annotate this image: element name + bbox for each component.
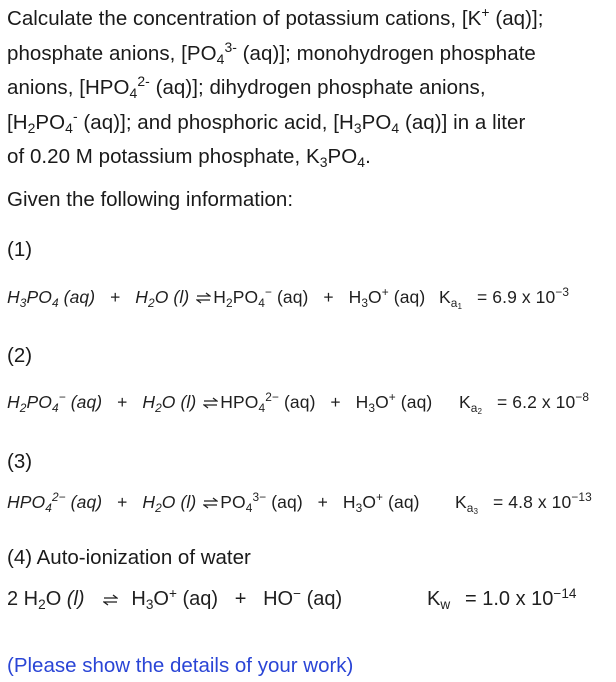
problem-text: . xyxy=(365,145,371,168)
equation-1 xyxy=(7,285,570,312)
problem-text: (aq)] in a liter xyxy=(399,110,526,134)
reactant-hpo4: $HPO_4^{2-}$ (aq) xyxy=(7,490,103,515)
problem-text: Calculate the concentration of potassium cations, [K xyxy=(7,7,482,30)
subscript: 3 xyxy=(353,119,362,136)
ka1-label: $K_{a_1}$ xyxy=(439,287,463,312)
step-4-label: (4) Auto-ionization of water xyxy=(7,546,251,569)
reactant-water: $H_2O$ (l) xyxy=(142,392,197,415)
step-2-label: (2) xyxy=(7,344,33,367)
problem-text: (aq)]; dihydrogen phosphate anions, xyxy=(149,76,486,99)
reactant-water: $H_2O$ (l) xyxy=(142,492,197,515)
subscript: 4 xyxy=(391,119,400,136)
problem-line-1 xyxy=(7,2,611,37)
equation-3 xyxy=(7,490,592,517)
problem-text: [H xyxy=(7,110,28,134)
given-heading: Given the following information: xyxy=(7,188,294,211)
problem-text: of 0.20 M potassium phosphate, K xyxy=(7,145,320,168)
problem-text: PO xyxy=(35,110,66,134)
kw-value: = 1.0 x $10^{-14}$ xyxy=(465,585,577,610)
equilibrium-arrow-icon xyxy=(203,497,218,509)
equilibrium-arrow-icon xyxy=(203,397,218,409)
problem-text: (aq)]; monohydrogen phosphate xyxy=(236,41,536,65)
problem-text: (aq)]; xyxy=(489,7,544,30)
plus-sign: + xyxy=(110,287,121,307)
charge-superscript: + xyxy=(481,4,490,21)
step-1-label: (1) xyxy=(7,238,33,261)
reactant-water: $H_2O$ (l) xyxy=(135,287,190,310)
product-hydronium: $H_3O^+$ (aq) xyxy=(131,585,219,613)
product-hydronium: $H_3O^+$ (aq) xyxy=(355,390,433,415)
equilibrium-arrow-icon xyxy=(103,594,118,606)
reactant-h3po4: $H_3PO_4$ (aq) xyxy=(7,287,96,310)
kw-label: $K_w$ xyxy=(427,588,451,613)
problem-text: phosphate anions, [PO xyxy=(7,41,217,65)
product-hydronium: $H_3O^+$ (aq) xyxy=(348,285,426,310)
plus-sign: + xyxy=(117,392,128,412)
problem-line-5 xyxy=(7,140,611,175)
product-hpo4: $HPO_4^{2-}$ (aq) xyxy=(220,390,316,415)
charge-superscript: 2- xyxy=(137,73,150,90)
equation-4 xyxy=(7,585,577,613)
problem-line-2 xyxy=(7,37,611,72)
equilibrium-arrow-icon xyxy=(196,292,211,304)
work-note: (Please show the details of your work) xyxy=(7,654,354,677)
product-h2po4: $H_2PO_4^-$ (aq) xyxy=(213,285,309,310)
product-hydroxide: HO− (aq) xyxy=(263,585,343,610)
reactant-h2po4: $H_2PO_4^-$ (aq) xyxy=(7,390,103,415)
subscript: 4 xyxy=(65,119,73,136)
problem-text: PO xyxy=(361,110,392,134)
ka2-label: $K_{a_2}$ xyxy=(459,392,483,417)
subscript: 3 xyxy=(319,154,328,171)
charge-superscript: - xyxy=(72,107,78,124)
problem-line-3 xyxy=(7,71,611,106)
product-hydronium: $H_3O^+$ (aq) xyxy=(342,490,420,515)
ka3-label: $K_{a_3}$ xyxy=(455,492,479,517)
subscript: 2 xyxy=(27,119,36,136)
problem-statement xyxy=(7,2,611,175)
equation-2 xyxy=(7,390,590,417)
subscript: 4 xyxy=(357,154,366,171)
ka3-value: = 4.8 x $10^{-13}$ xyxy=(493,490,592,512)
problem-line-4 xyxy=(7,106,611,141)
subscript: 4 xyxy=(216,50,225,67)
plus-sign: + xyxy=(323,287,334,307)
plus-sign: + xyxy=(117,492,128,512)
problem-text: anions, [HPO xyxy=(7,76,130,99)
ka1-value: = 6.9 x $10^{-3}$ xyxy=(477,285,570,307)
charge-superscript: 3- xyxy=(224,38,237,55)
plus-sign: + xyxy=(317,492,328,512)
problem-text: (aq)]; and phosphoric acid, [H xyxy=(77,110,354,134)
product-po4: $PO_4^{3-}$ (aq) xyxy=(220,490,303,515)
problem-text: PO xyxy=(327,145,358,168)
step-3-label: (3) xyxy=(7,450,33,473)
reactant-water-2: 2 $H_2O$ (l) xyxy=(7,588,85,613)
plus-sign: + xyxy=(330,392,341,412)
ka2-value: = 6.2 x $10^{-8}$ xyxy=(497,390,590,412)
plus-sign: + xyxy=(234,588,247,610)
subscript: 4 xyxy=(129,85,138,102)
